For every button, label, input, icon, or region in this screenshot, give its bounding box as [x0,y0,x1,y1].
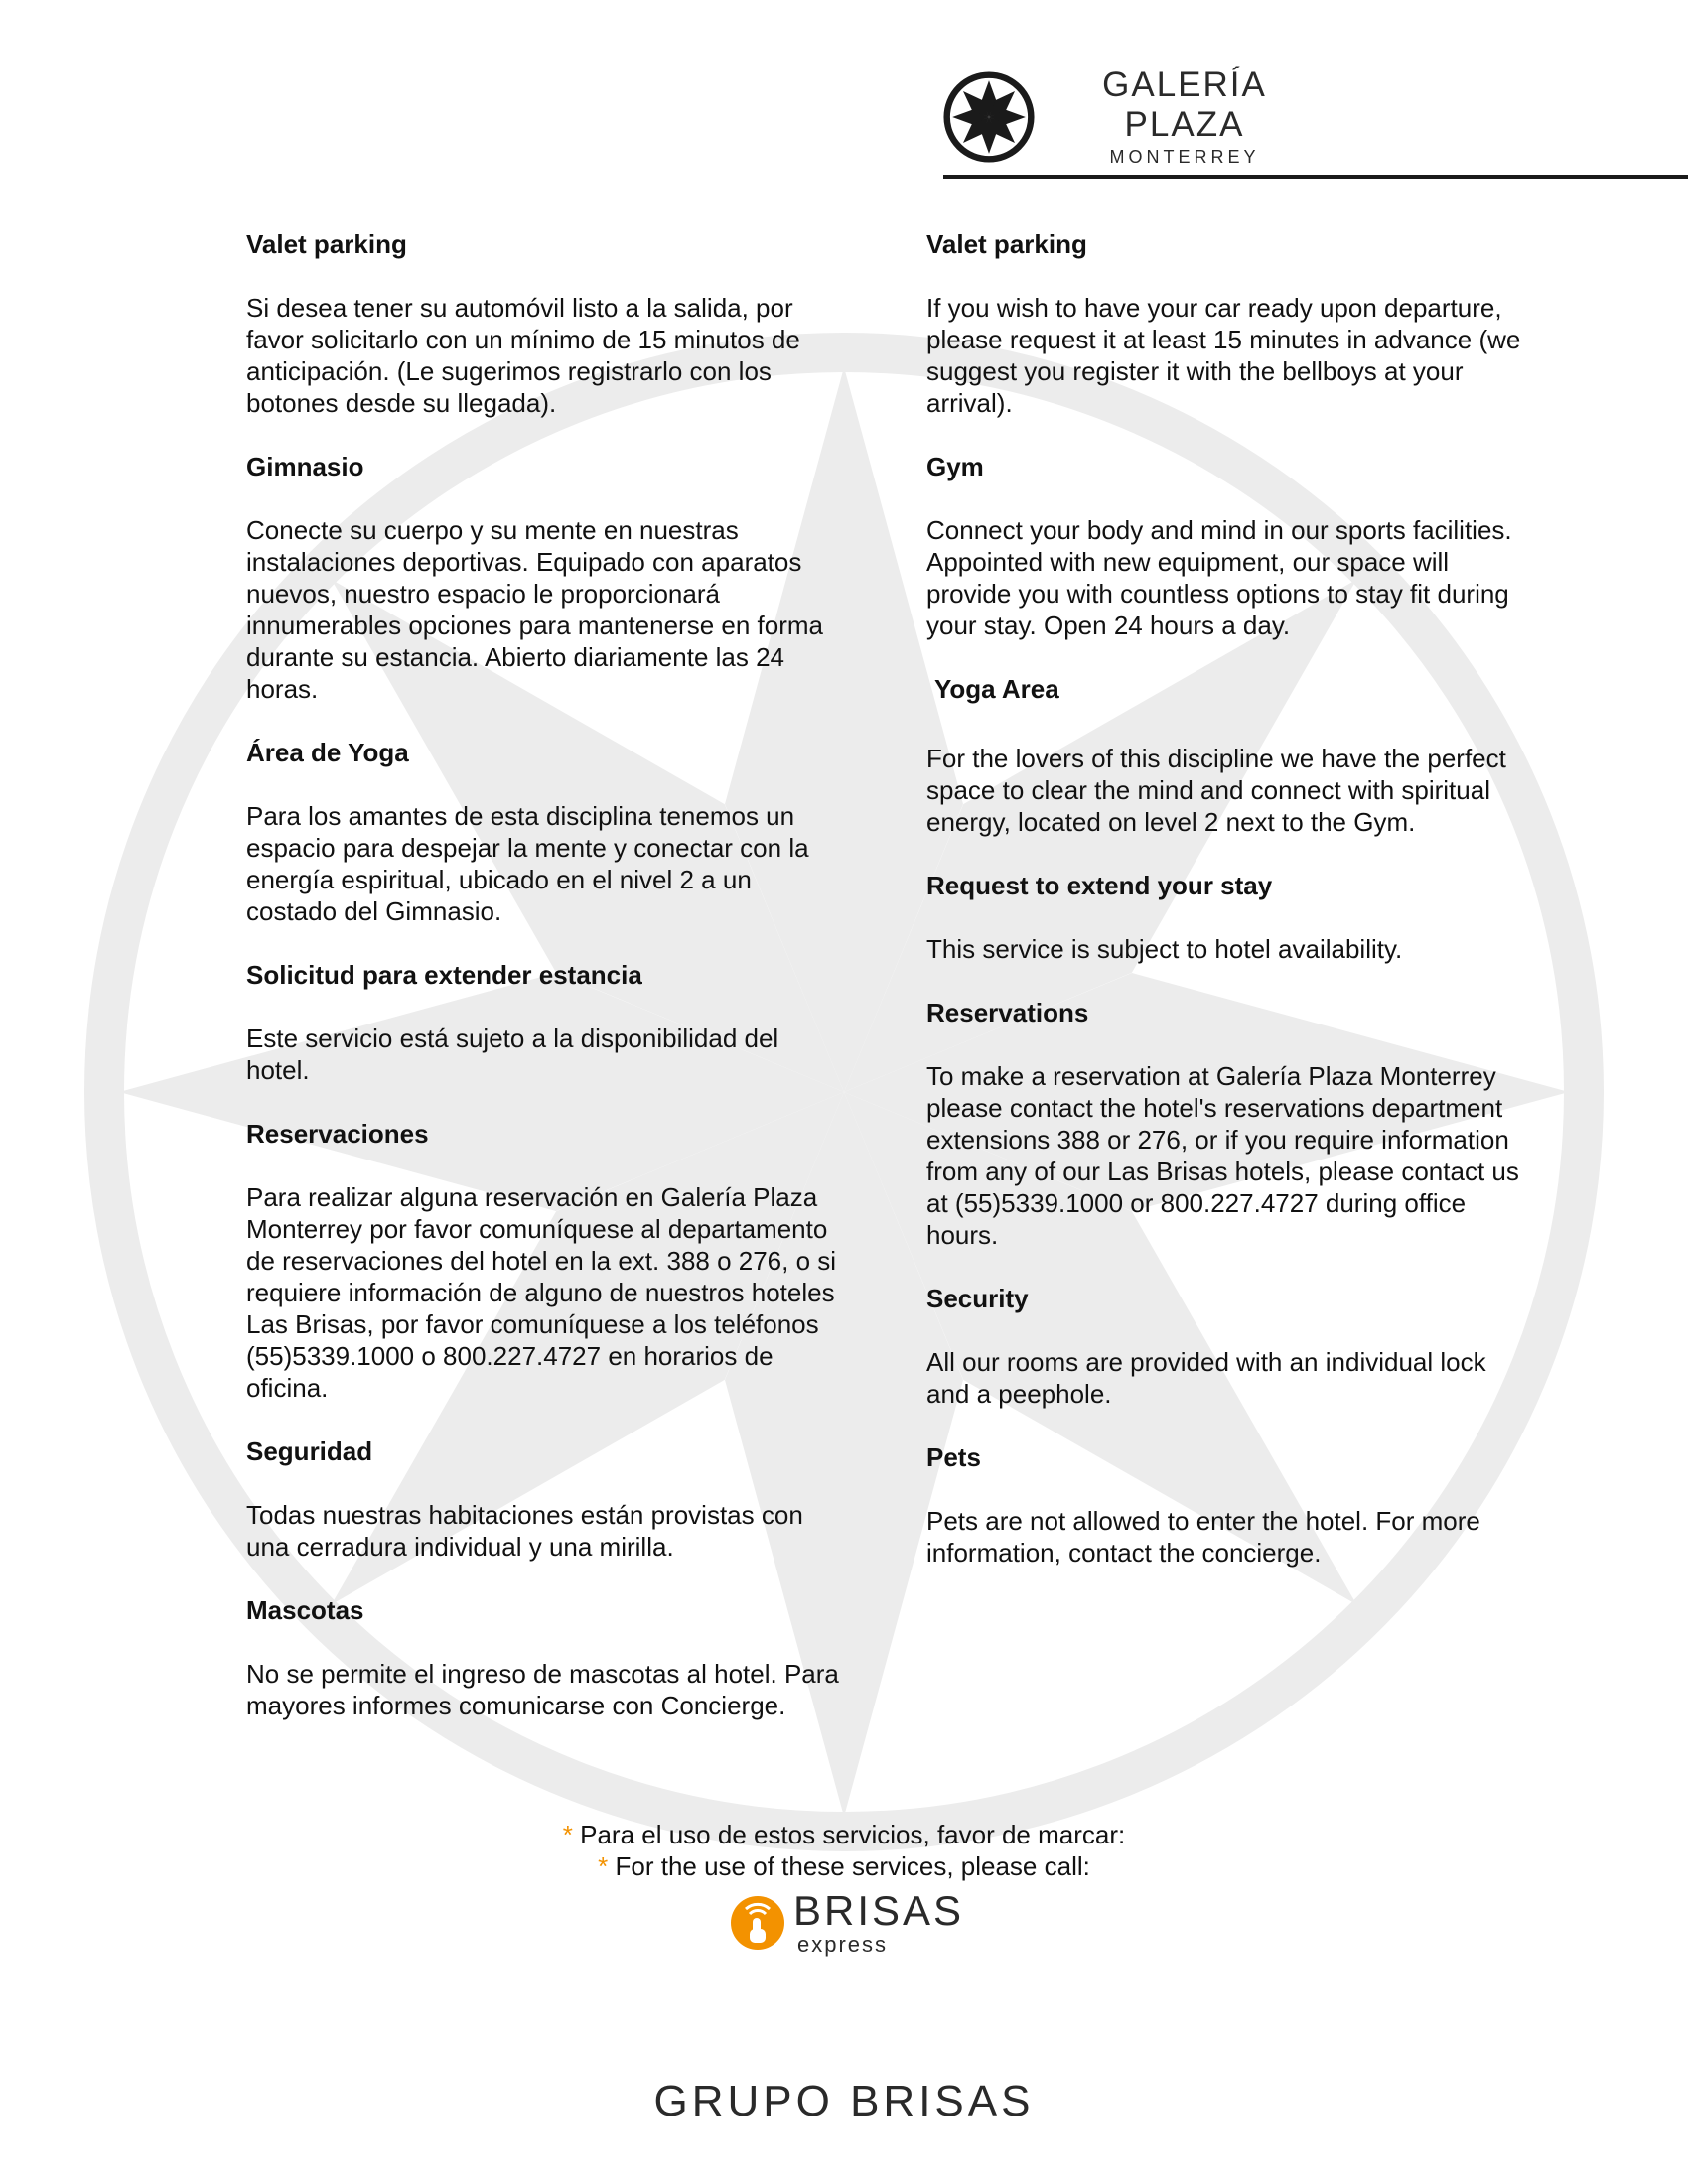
section-valet-en [926,228,1522,419]
section-title: Reservations [926,998,1089,1027]
brand-title: GALERÍA PLAZA [1102,66,1267,144]
section-reservations-en [926,997,1522,1251]
section-body: All our rooms are provided with an individual lock and a peephole. [926,1347,1486,1409]
section-title: Yoga Area [934,674,1059,704]
footer-note [0,1819,1688,1882]
hotel-logo [943,68,1321,167]
service-logo-title: BRISAS [793,1887,965,1934]
section-title: Solicitud para extender estancia [246,960,642,990]
section-title: Valet parking [246,229,407,259]
section-body: Todas nuestras habitaciones están provistas con una cerradura individual y una mirilla. [246,1500,803,1562]
section-security-es [246,1435,842,1563]
group-logo: GRUPO BRISAS [653,2077,1035,2125]
section-title: Mascotas [246,1595,364,1625]
footer-note-en: For the use of these services, please call: [615,1851,1090,1881]
footer-note-en-line [0,1850,1688,1882]
spanish-column [246,228,842,1721]
section-title: Seguridad [246,1436,373,1466]
section-body: Conecte su cuerpo y su mente en nuestras instalaciones deportivas. Equipado con aparatos nuevos, nuestro espacio le proporcionará innumerables opciones para mantenerse en forma durante su estancia. Abierto diariamente las 24 horas. [246,515,824,704]
section-security-en [926,1283,1522,1410]
section-body: Si desea tener su automóvil listo a la salida, por favor solicitarlo con un mínimo de 15 minutos de anticipación. (Le sugerimos registrarlo con los botones desde su llegada). [246,293,800,418]
service-logo-sub: express [797,1932,889,1957]
section-body: To make a reservation at Galería Plaza Monterrey please contact the hotel's reservations department extensions 388 or 276, or if you require information from any of our Las Brisas hotels, please contact us at (55)5339.1000 or 800.227.4727 during office hours. [926,1061,1519,1250]
section-valet-es [246,228,842,419]
header-divider [943,175,1688,179]
asterisk-mark: * [562,1820,573,1849]
section-gym-en [926,451,1522,641]
section-body: No se permite el ingreso de mascotas al hotel. Para mayores informes comunicarse con Concierge. [246,1659,839,1720]
section-body: Pets are not allowed to enter the hotel. For more information, contact the concierge. [926,1506,1480,1568]
asterisk-mark: * [598,1851,609,1881]
section-title: Request to extend your stay [926,871,1273,900]
section-body: Este servicio está sujeto a la disponibilidad del hotel. [246,1024,779,1085]
star-emblem-icon [943,71,1035,163]
section-title: Reservaciones [246,1119,429,1149]
phone-touch-icon [728,1893,787,1953]
section-yoga-en [926,673,1522,838]
brand-subtitle: MONTERREY [1109,147,1260,167]
section-body: Connect your body and mind in our sports facilities. Appointed with new equipment, our space will provide you with countless options to stay fit during your stay. Open 24 hours a day. [926,515,1512,640]
section-title: Gym [926,452,984,481]
section-title: Security [926,1284,1029,1313]
section-gym-es [246,451,842,705]
section-title: Gimnasio [246,452,364,481]
section-yoga-es [246,737,842,927]
section-body: This service is subject to hotel availability. [926,934,1403,964]
footer-note-es-line [0,1819,1688,1850]
section-title: Valet parking [926,229,1087,259]
section-extend-stay-en [926,870,1522,965]
english-column [926,228,1522,1569]
section-title: Área de Yoga [246,738,409,767]
section-pets-es [246,1594,842,1721]
section-body: Para realizar alguna reservación en Galería Plaza Monterrey por favor comuníquese al departamento de reservaciones del hotel en la ext. 388 o 276, o si requiere información de alguno de nuestros hoteles Las Brisas, por favor comuníquese a los teléfonos (55)5339.1000 o 800.227.4727 en horarios de oficina. [246,1182,837,1403]
footer-note-es: Para el uso de estos servicios, favor de marcar: [580,1820,1126,1849]
brisas-express-logo [728,1886,966,1960]
section-extend-stay-es [246,959,842,1086]
section-body: For the lovers of this discipline we have the perfect space to clear the mind and connect with spiritual energy, located on level 2 next to the Gym. [926,744,1506,837]
section-pets-en [926,1441,1522,1569]
section-body: Para los amantes de esta disciplina tenemos un espacio para despejar la mente y conectar con la energía espiritual, ubicado en el nivel 2 a un costado del Gimnasio. [246,801,809,926]
section-body: If you wish to have your car ready upon departure, please request it at least 15 minutes in advance (we suggest you register it with the bellboys at your arrival). [926,293,1521,418]
section-reservations-es [246,1118,842,1404]
section-title: Pets [926,1442,981,1472]
